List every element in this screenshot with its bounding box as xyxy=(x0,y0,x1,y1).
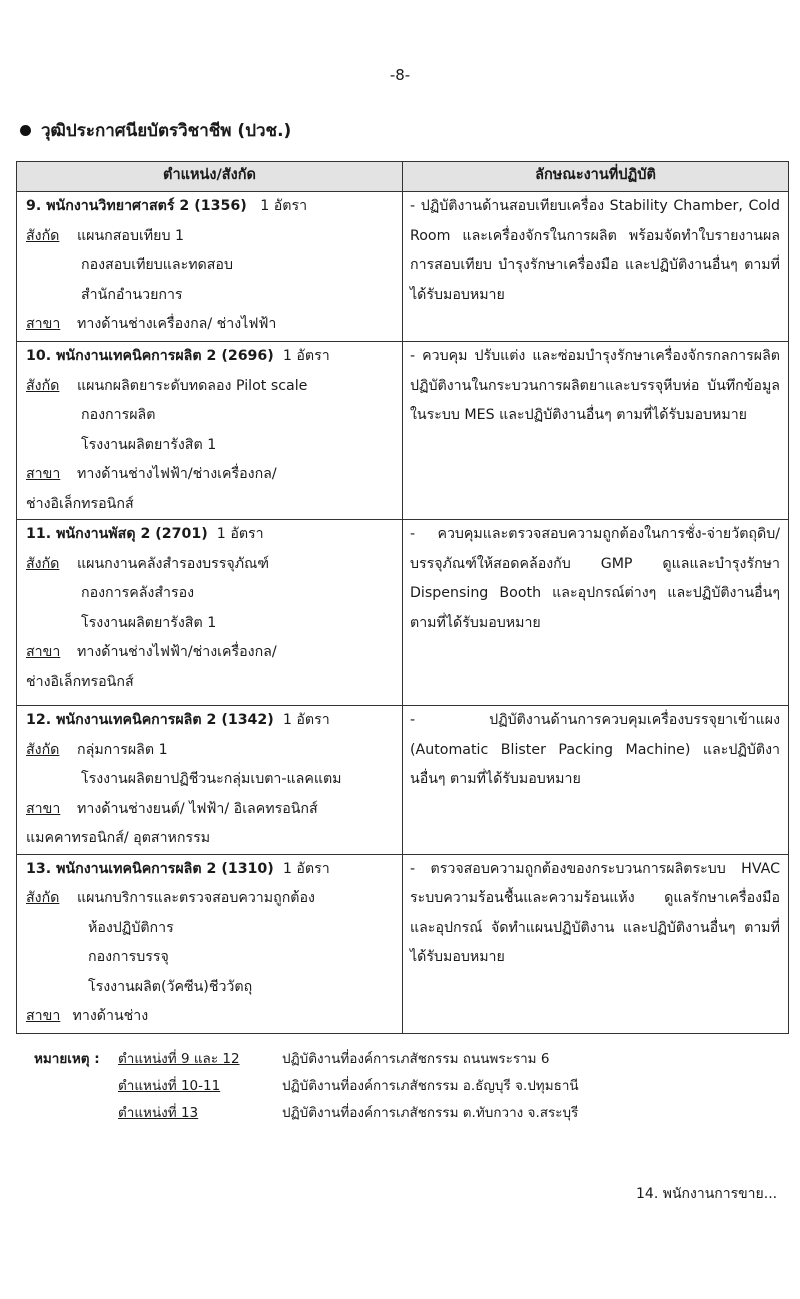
position-cell xyxy=(17,854,403,1033)
dept-line: โรงงานผลิต(วัคซีน)ชีววัตถุ xyxy=(88,978,253,995)
position-cell xyxy=(17,520,403,706)
header-duties: ลักษณะงานที่ปฏิบัติ xyxy=(403,162,789,192)
branch-line: ช่างอิเล็กทรอนิกส์ xyxy=(26,673,134,690)
dept-line: โรงงานผลิตยาปฏิชีวนะกลุ่มเบตา-แลคแตม xyxy=(81,771,342,787)
positions-table xyxy=(16,161,789,1034)
position-title: 12. พนักงานเทคนิคการผลิต 2 (1342) xyxy=(26,712,274,728)
note-key: ตำแหน่งที่ 13 xyxy=(118,1104,199,1121)
notes-label: หมายเหตุ : xyxy=(34,1050,100,1067)
position-title: 11. พนักงานพัสดุ 2 (2701) xyxy=(26,526,208,542)
branch-line: ทางด้านช่างเครื่องกล/ ช่างไฟฟ้า xyxy=(77,316,277,332)
table-row xyxy=(17,192,789,342)
position-quota: 1 อัตรา xyxy=(282,348,330,364)
position-title: 13. พนักงานเทคนิคการผลิต 2 (1310) xyxy=(26,860,274,877)
branch-label: สาขา xyxy=(26,644,61,660)
table-row xyxy=(17,854,789,1033)
section-heading xyxy=(20,117,291,144)
position-cell xyxy=(17,342,403,520)
position-quota: 1 อัตรา xyxy=(260,198,308,214)
notes-section xyxy=(34,1044,579,1125)
dept-label: สังกัด xyxy=(26,377,60,394)
dept-line: โรงงานผลิตยารังสิต 1 xyxy=(81,614,217,631)
table-row xyxy=(17,706,789,855)
continuation-text: 14. พนักงานการขาย... xyxy=(636,1186,778,1202)
dept-line: กองการบรรจุ xyxy=(88,949,169,965)
dept-line: กองสอบเทียบและทดสอบ xyxy=(81,257,233,273)
branch-line: ทางด้านช่าง xyxy=(72,1008,149,1024)
duties-cell: - ควบคุม ปรับแต่ง และซ่อมบำรุงรักษาเครื่องจักรกลการผลิต ปฏิบัติงานในกระบวนการผลิตยาและบรรจุหีบห่อ บันทึกข้อมูลในระบบ MES และปฏิบัติงานอื่นๆ ตามที่ได้รับมอบหมาย xyxy=(403,342,789,520)
note-row xyxy=(34,1071,579,1098)
dept-line: แผนกผลิตยาระดับทดลอง Pilot scale xyxy=(77,377,308,394)
table-row xyxy=(17,342,789,520)
position-title: 10. พนักงานเทคนิคการผลิต 2 (2696) xyxy=(26,348,274,364)
dept-label: สังกัด xyxy=(26,741,60,758)
dept-line: โรงงานผลิตยารังสิต 1 xyxy=(81,436,217,453)
dept-line: กองการคลังสำรอง xyxy=(81,585,195,601)
note-key: ตำแหน่งที่ 9 และ 12 xyxy=(118,1050,240,1067)
position-cell xyxy=(17,706,403,855)
bullet-icon xyxy=(20,125,31,136)
page-number: -8- xyxy=(389,66,411,84)
branch-label: สาขา xyxy=(26,1008,61,1024)
dept-label: สังกัด xyxy=(26,555,60,572)
note-text: ปฏิบัติงานที่องค์การเภสัชกรรม ถนนพระราม 6 xyxy=(282,1050,550,1067)
duties-cell: - ควบคุมและตรวจสอบความถูกต้องในการชั่ง-จ่ายวัตถุดิบ/บรรจุภัณฑ์ให้สอดคล้องกับ GMP ดูแลและบำรุงรักษา Dispensing Booth และอุปกรณ์ต่างๆ และปฏิบัติงานอื่นๆ ตามที่ได้รับมอบหมาย xyxy=(403,520,789,706)
branch-line: ช่างอิเล็กทรอนิกส์ xyxy=(26,495,134,512)
duties-cell: - ปฏิบัติงานด้านสอบเทียบเครื่อง Stability Chamber, Cold Room และเครื่องจักรในการผลิต พร้อมจัดทำใบรายงานผลการสอบเทียบ บำรุงรักษาเครื่องมือ และปฏิบัติงานอื่นๆ ตามที่ได้รับมอบหมาย xyxy=(403,192,789,342)
dept-line: สำนักอำนวยการ xyxy=(81,286,183,303)
note-row xyxy=(34,1098,579,1125)
branch-line: ทางด้านช่างไฟฟ้า/ช่างเครื่องกล/ xyxy=(77,644,277,660)
branch-label: สาขา xyxy=(26,466,61,482)
header-position: ตำแหน่ง/สังกัด xyxy=(17,162,403,192)
position-quota: 1 อัตรา xyxy=(282,712,330,728)
dept-line: แผนกสอบเทียบ 1 xyxy=(77,227,185,244)
dept-line: กลุ่มการผลิต 1 xyxy=(77,741,168,758)
position-quota: 1 อัตรา xyxy=(282,860,330,877)
duties-cell: - ปฏิบัติงานด้านการควบคุมเครื่องบรรจุยาเข้าแผง (Automatic Blister Packing Machine) และปฏิบัติงานอื่นๆ ตามที่ได้รับมอบหมาย xyxy=(403,706,789,855)
note-key: ตำแหน่งที่ 10-11 xyxy=(118,1077,221,1094)
dept-line: แผนกงานคลังสำรองบรรจุภัณฑ์ xyxy=(77,555,270,572)
dept-label: สังกัด xyxy=(26,227,60,244)
dept-line: กองการผลิต xyxy=(81,407,156,423)
branch-line: แมคคาทรอนิกส์/ อุตสาหกรรม xyxy=(26,830,211,846)
note-text: ปฏิบัติงานที่องค์การเภสัชกรรม ต.ทับกวาง จ.สระบุรี xyxy=(282,1104,579,1121)
table-header-row xyxy=(17,162,789,192)
branch-label: สาขา xyxy=(26,316,61,332)
dept-label: สังกัด xyxy=(26,890,60,906)
note-row xyxy=(34,1044,579,1071)
position-title: 9. พนักงานวิทยาศาสตร์ 2 (1356) xyxy=(26,198,247,214)
branch-line: ทางด้านช่างไฟฟ้า/ช่างเครื่องกล/ xyxy=(77,466,277,482)
branch-line: ทางด้านช่างยนต์/ ไฟฟ้า/ อิเลคทรอนิกส์ xyxy=(77,800,318,817)
dept-line: ห้องปฏิบัติการ xyxy=(88,919,174,936)
duties-cell: - ตรวจสอบความถูกต้องของกระบวนการผลิตระบบ HVAC ระบบความร้อนชื้นและความร้อนแห้ง ดูแลรักษาเครื่องมือและอุปกรณ์ จัดทำแผนปฏิบัติงาน และปฏิบัติงานอื่นๆ ตามที่ได้รับมอบหมาย xyxy=(403,854,789,1033)
position-quota: 1 อัตรา xyxy=(216,526,264,542)
note-text: ปฏิบัติงานที่องค์การเภสัชกรรม อ.ธัญบุรี จ.ปทุมธานี xyxy=(282,1077,579,1094)
section-title: วุฒิประกาศนียบัตรวิชาชีพ (ปวช.) xyxy=(41,121,292,141)
branch-label: สาขา xyxy=(26,800,61,817)
position-cell xyxy=(17,192,403,342)
table-row xyxy=(17,520,789,706)
dept-line: แผนกบริการและตรวจสอบความถูกต้อง xyxy=(77,890,315,906)
